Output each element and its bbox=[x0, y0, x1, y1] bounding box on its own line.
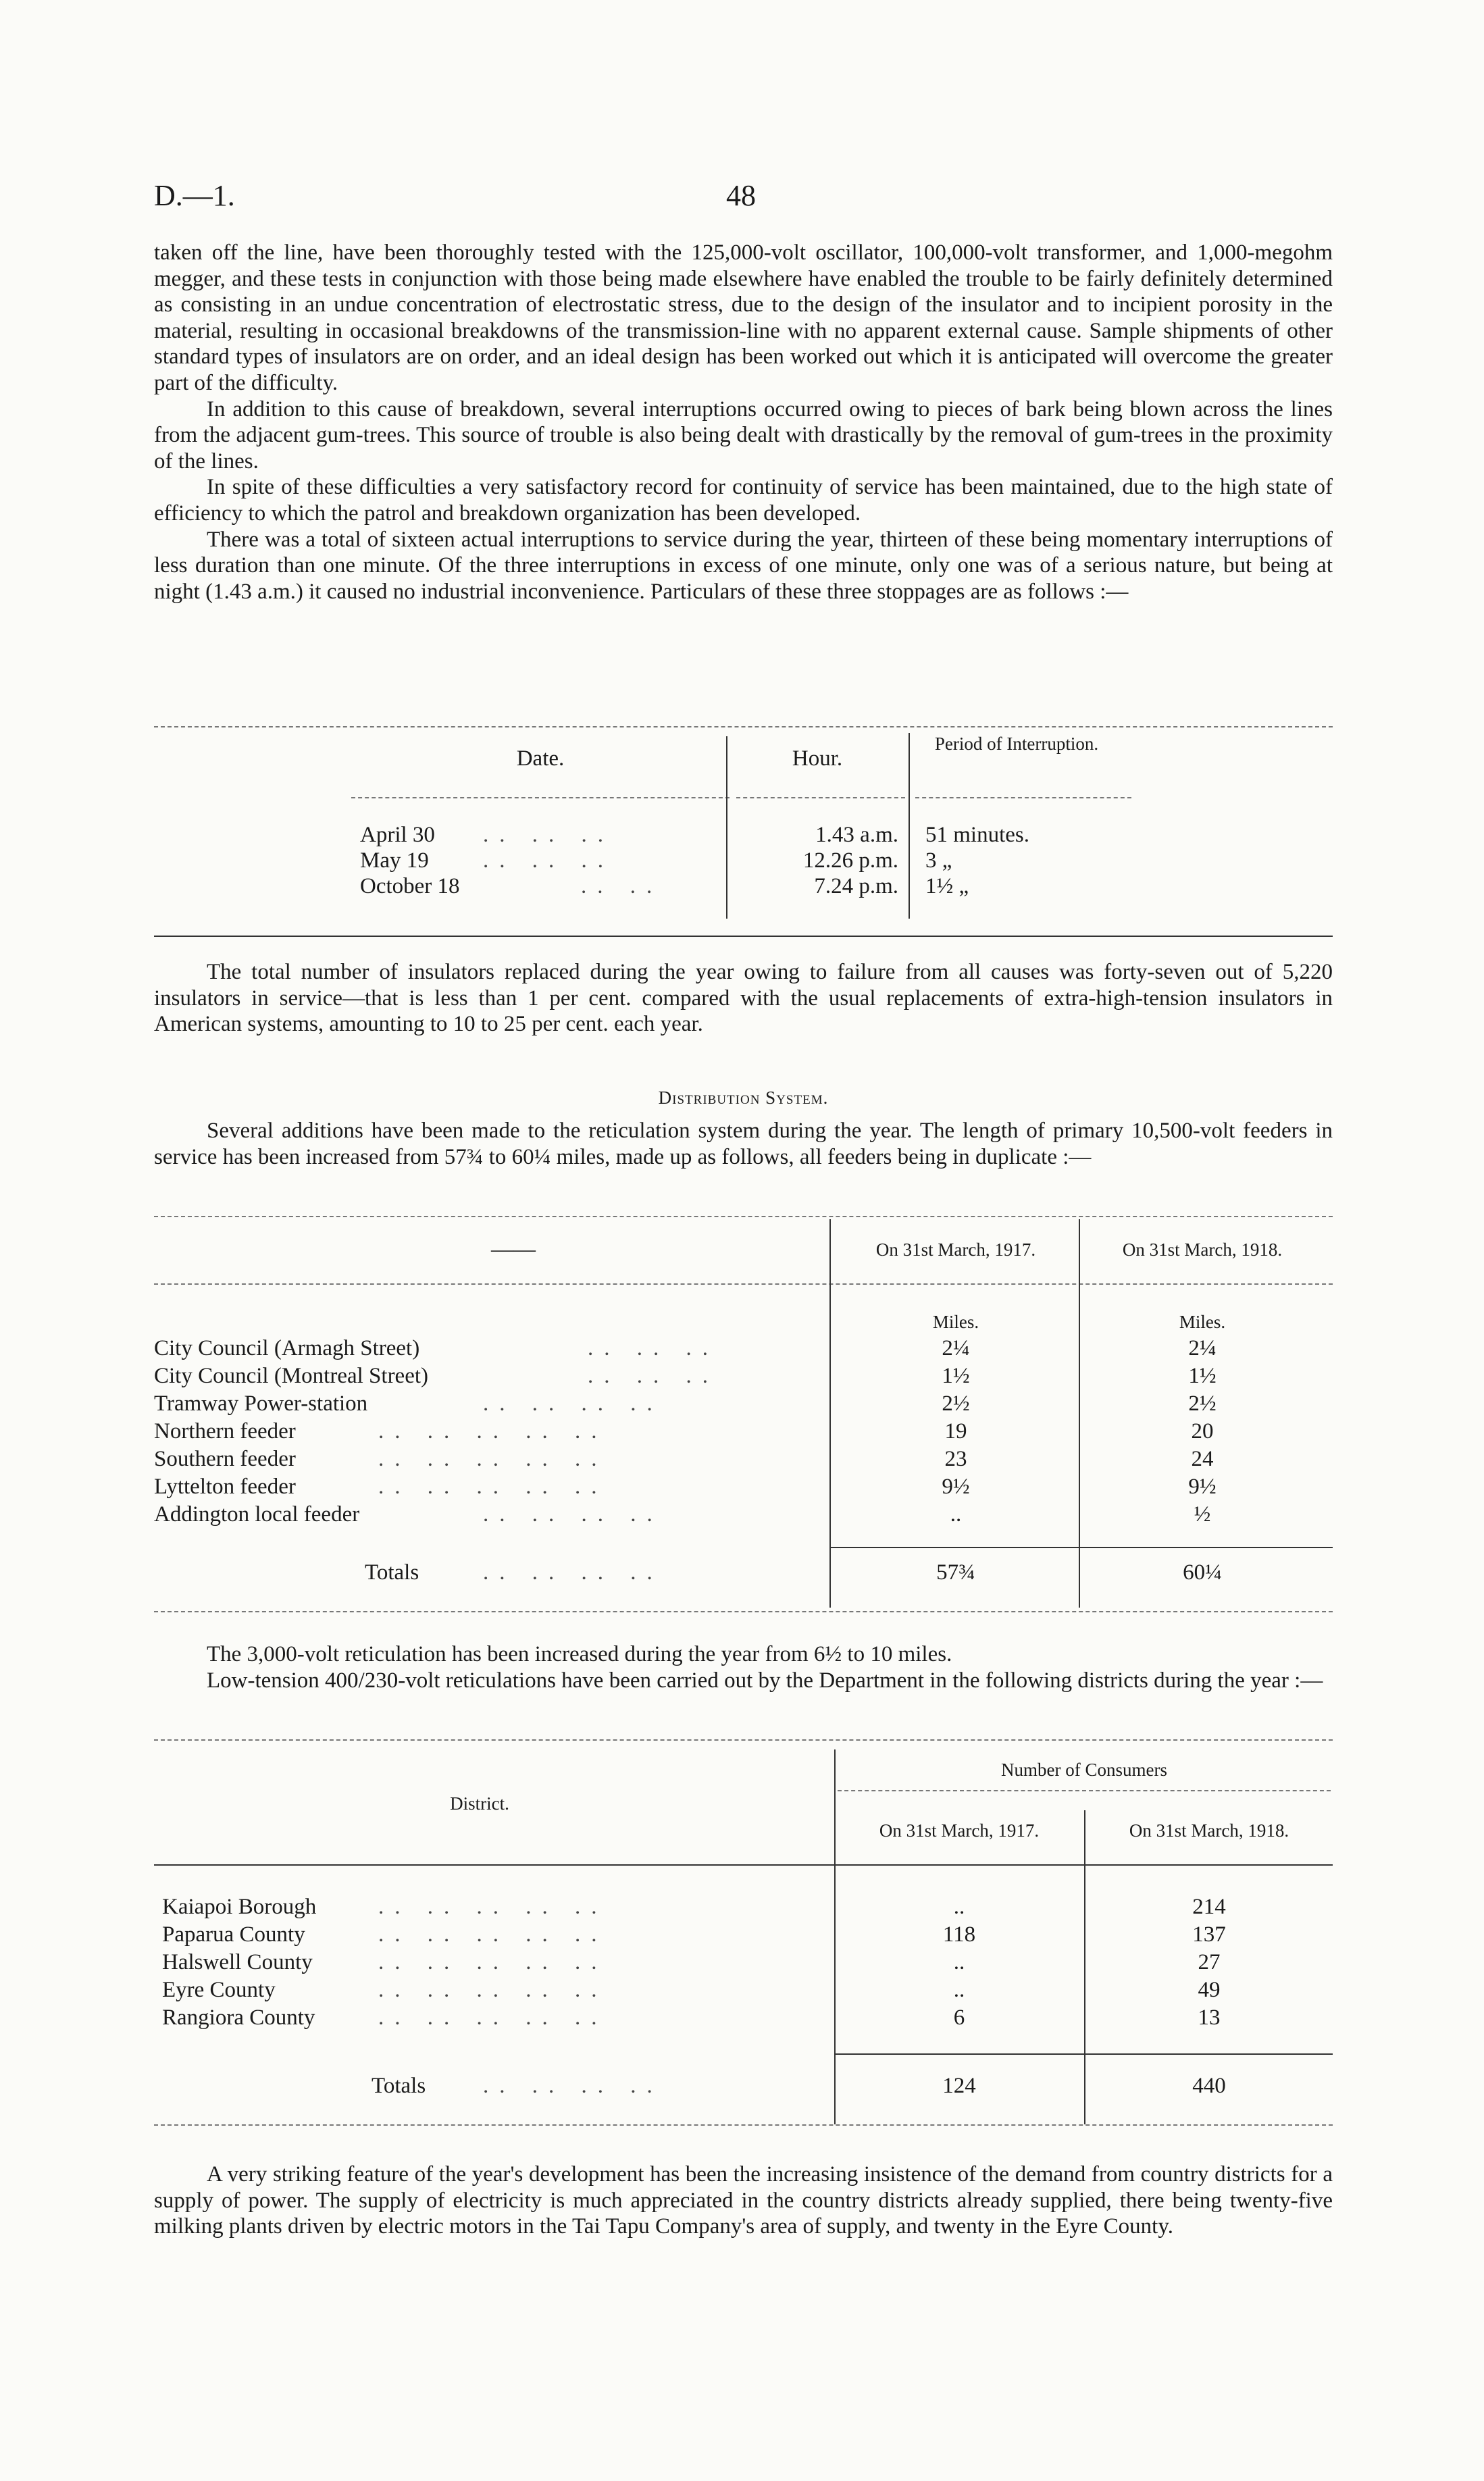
table-cell-1918: 1½ bbox=[1188, 1364, 1217, 1388]
table-cell-1918: 9½ bbox=[1188, 1475, 1217, 1499]
paragraph-low-tension: Low-tension 400/230-volt reticulations have been carried out by the Department in the following districts during the year :— bbox=[207, 1668, 1323, 1693]
table-cell-1917: 1½ bbox=[942, 1364, 970, 1388]
totals-1917: 57¾ bbox=[936, 1560, 975, 1585]
column-header-number-of-consumers: Number of Consumers bbox=[1001, 1760, 1167, 1780]
table-row-name: Addington local feeder bbox=[154, 1502, 360, 1527]
table-row-hour: 1.43 a.m. bbox=[815, 823, 898, 847]
table-cell-1918: 214 bbox=[1192, 1895, 1226, 1919]
table-cell-1918: 13 bbox=[1198, 2005, 1221, 2030]
table-row-date: October 18 bbox=[360, 874, 460, 898]
column-header-label: —— bbox=[491, 1237, 536, 1262]
table-cell-1917: 6 bbox=[953, 2005, 965, 2030]
table-row-name: Rangiora County bbox=[162, 2005, 315, 2030]
totals-label: Totals bbox=[372, 2074, 426, 2098]
column-divider bbox=[834, 1749, 836, 2124]
paragraph-interruptions: There was a total of sixteen actual interruptions to service during the year, thirteen of these being momentary interruptions of less duration than one minute. Of the three interruptions in excess of one minute, only one was of a serious nature, but being at night (1.43 a.m.) it caused no industrial inconvenience. Particulars of these three stoppages are as follows :— bbox=[154, 527, 1333, 604]
paragraph-country-demand: A very striking feature of the year's development has been the increasing insistence of the demand from country districts for a supply of power. The supply of electricity is much appreciated in the country districts already supplied, there being twenty-five milking plants driven by electric motors in the Tai Tapu Company's area of supply, and twenty in the Eyre County. bbox=[154, 2162, 1333, 2239]
column-header-1918: On 31st March, 1918. bbox=[1129, 1820, 1289, 1841]
paragraph-feeders: Several additions have been made to the reticulation system during the year. The length of primary 10,500-volt feeders in service has been increased from 57¾ to 60¼ miles, made up as follows, all feeders being in duplicate :— bbox=[154, 1119, 1333, 1169]
leader-dots: .. .. .. .. bbox=[483, 1391, 663, 1416]
table-rule bbox=[829, 1547, 1333, 1548]
table-row-name: Lyttelton feeder bbox=[154, 1475, 296, 1499]
table-row-date: April 30 bbox=[360, 823, 435, 847]
body-text-top bbox=[154, 240, 1333, 605]
table-cell-1917: 23 bbox=[944, 1447, 967, 1471]
table-cell-1917: 118 bbox=[942, 1922, 976, 1947]
table-row-name: Eyre County bbox=[162, 1978, 276, 2002]
table-row-name: City Council (Armagh Street) bbox=[154, 1336, 420, 1360]
totals-1917: 124 bbox=[942, 2074, 976, 2098]
leader-dots: .. .. bbox=[581, 874, 663, 898]
table-cell-1917: 2¼ bbox=[942, 1336, 970, 1360]
table-cell-1918: 49 bbox=[1198, 1978, 1221, 2002]
leader-dots: .. .. .. .. .. bbox=[378, 1475, 608, 1499]
column-header-1917: On 31st March, 1917. bbox=[875, 1239, 1036, 1260]
paragraph-insulators: The total number of insulators replaced during the year owing to failure from all causes was forty-seven out of 5,220 insulators in service—that is less than 1 per cent. compared with the usual replacements of extra-high-tension insulators in American systems, amounting to 10 to 25 per cent. each year. bbox=[154, 960, 1333, 1037]
table-cell-1917: 9½ bbox=[942, 1475, 970, 1499]
column-header-period: Period of Interruption. bbox=[934, 734, 1099, 754]
column-header-date: Date. bbox=[516, 746, 565, 771]
table-rule bbox=[154, 1611, 1333, 1612]
table-row-name: Kaiapoi Borough bbox=[162, 1895, 317, 1919]
table-rule bbox=[154, 726, 1333, 727]
units-label-1917: Miles. bbox=[932, 1312, 979, 1332]
table-row-name: Paparua County bbox=[162, 1922, 305, 1947]
leader-dots: .. .. .. .. bbox=[483, 1502, 663, 1527]
table-cell-1917: .. bbox=[953, 1978, 965, 2002]
paragraph-3000-volt: The 3,000-volt reticulation has been increased during the year from 6½ to 10 miles. bbox=[207, 1642, 952, 1666]
leader-dots: .. .. .. bbox=[588, 1364, 719, 1388]
column-divider bbox=[829, 1219, 831, 1608]
table-rule bbox=[154, 1739, 1333, 1741]
table-row-period: 51 minutes. bbox=[925, 823, 1029, 847]
table-rule bbox=[154, 1283, 1333, 1285]
table-cell-1917: .. bbox=[950, 1502, 962, 1527]
table-cell-1918: 2¼ bbox=[1188, 1336, 1217, 1360]
leader-dots: .. .. .. .. .. bbox=[378, 1950, 608, 1974]
table-row-hour: 7.24 p.m. bbox=[814, 874, 898, 898]
column-header-district: District. bbox=[450, 1793, 509, 1814]
leader-dots: .. .. .. .. .. bbox=[378, 1922, 608, 1947]
table-cell-1917: 2½ bbox=[942, 1391, 970, 1416]
table-row-name: Halswell County bbox=[162, 1950, 313, 1974]
table-rule bbox=[154, 936, 1333, 937]
leader-dots: .. .. .. bbox=[483, 823, 614, 847]
table-cell-1918: 27 bbox=[1198, 1950, 1221, 1974]
paragraph-continued: taken off the line, have been thoroughly tested with the 125,000-volt oscillator, 100,000-volt transformer, and 1,000-megohm megger, and these tests in conjunction with those being made elsewhere have enabled the trouble to be fairly definitely determined as consisting in an undue concentration of electrostatic stress, due to the design of the insulator and to incipient porosity in the material, resulting in occasional breakdowns of the transmission-line with no apparent external cause. Sample shipments of other standard types of insulators are on order, and an ideal design has been worked out which it is anticipated will overcome the greater part of the difficulty. bbox=[154, 240, 1333, 395]
table-row-name: City Council (Montreal Street) bbox=[154, 1364, 429, 1388]
body-text-reticulation bbox=[154, 1641, 1333, 1693]
table-row-period: 3 „ bbox=[925, 848, 952, 873]
column-divider bbox=[1079, 1219, 1080, 1608]
table-cell-1918: 2½ bbox=[1188, 1391, 1217, 1416]
body-text-insulators bbox=[154, 959, 1333, 1038]
leader-dots: .. .. .. bbox=[588, 1336, 719, 1360]
column-header-1918: On 31st March, 1918. bbox=[1122, 1239, 1283, 1260]
document-reference: D.—1. bbox=[154, 179, 235, 212]
column-header-hour: Hour. bbox=[792, 746, 843, 771]
units-label-1918: Miles. bbox=[1179, 1312, 1226, 1332]
column-divider bbox=[909, 733, 910, 919]
leader-dots: .. .. .. bbox=[483, 848, 614, 873]
leader-dots: .. .. .. .. .. bbox=[378, 1895, 608, 1919]
table-rule bbox=[154, 1864, 1333, 1866]
table-cell-1917: .. bbox=[953, 1895, 965, 1919]
table-rule bbox=[834, 2053, 1333, 2055]
table-row-name: Tramway Power-station bbox=[154, 1391, 368, 1416]
leader-dots: .. .. .. .. bbox=[483, 1560, 663, 1585]
leader-dots: .. .. .. .. .. bbox=[378, 1447, 608, 1471]
table-rule bbox=[838, 1790, 1331, 1791]
leader-dots: .. .. .. .. .. bbox=[378, 2005, 608, 2030]
table-row-date: May 19 bbox=[360, 848, 429, 873]
leader-dots: .. .. .. .. .. bbox=[378, 1978, 608, 2002]
column-divider bbox=[726, 736, 727, 919]
table-rule bbox=[736, 797, 905, 798]
column-header-1917: On 31st March, 1917. bbox=[879, 1820, 1040, 1841]
table-rule bbox=[915, 797, 1131, 798]
leader-dots: .. .. .. .. bbox=[483, 2074, 663, 2098]
table-rule bbox=[351, 797, 730, 798]
table-cell-1918: 137 bbox=[1192, 1922, 1226, 1947]
table-cell-1918: ½ bbox=[1194, 1502, 1211, 1527]
table-row-name: Southern feeder bbox=[154, 1447, 296, 1471]
table-rule bbox=[154, 2124, 1333, 2126]
body-text-bottom bbox=[154, 2162, 1333, 2240]
section-heading-distribution: Distribution System. bbox=[658, 1088, 829, 1108]
table-cell-1917: 19 bbox=[944, 1419, 967, 1443]
table-row-hour: 12.26 p.m. bbox=[802, 848, 898, 873]
table-cell-1918: 20 bbox=[1191, 1419, 1214, 1443]
totals-1918: 440 bbox=[1192, 2074, 1226, 2098]
body-text-distribution bbox=[154, 1118, 1333, 1170]
totals-label: Totals bbox=[365, 1560, 419, 1585]
leader-dots: .. .. .. .. .. bbox=[378, 1419, 608, 1443]
table-rule bbox=[154, 1216, 1333, 1217]
page-number: 48 bbox=[726, 179, 756, 212]
totals-1918: 60¼ bbox=[1183, 1560, 1222, 1585]
table-cell-1917: .. bbox=[953, 1950, 965, 1974]
paragraph-bark: In addition to this cause of breakdown, several interruptions occurred owing to pieces of bark being blown across the lines from the adjacent gum-trees. This source of trouble is also being dealt with drastically by the removal of gum-trees in the proximity of the lines. bbox=[154, 397, 1333, 474]
column-divider bbox=[1084, 1810, 1085, 2124]
table-row-name: Northern feeder bbox=[154, 1419, 296, 1443]
table-cell-1918: 24 bbox=[1191, 1447, 1214, 1471]
table-row-period: 1½ „ bbox=[925, 874, 969, 898]
paragraph-continuity: In spite of these difficulties a very satisfactory record for continuity of service has been maintained, due to the high state of efficiency to which the patrol and breakdown organization has been developed. bbox=[154, 475, 1333, 526]
